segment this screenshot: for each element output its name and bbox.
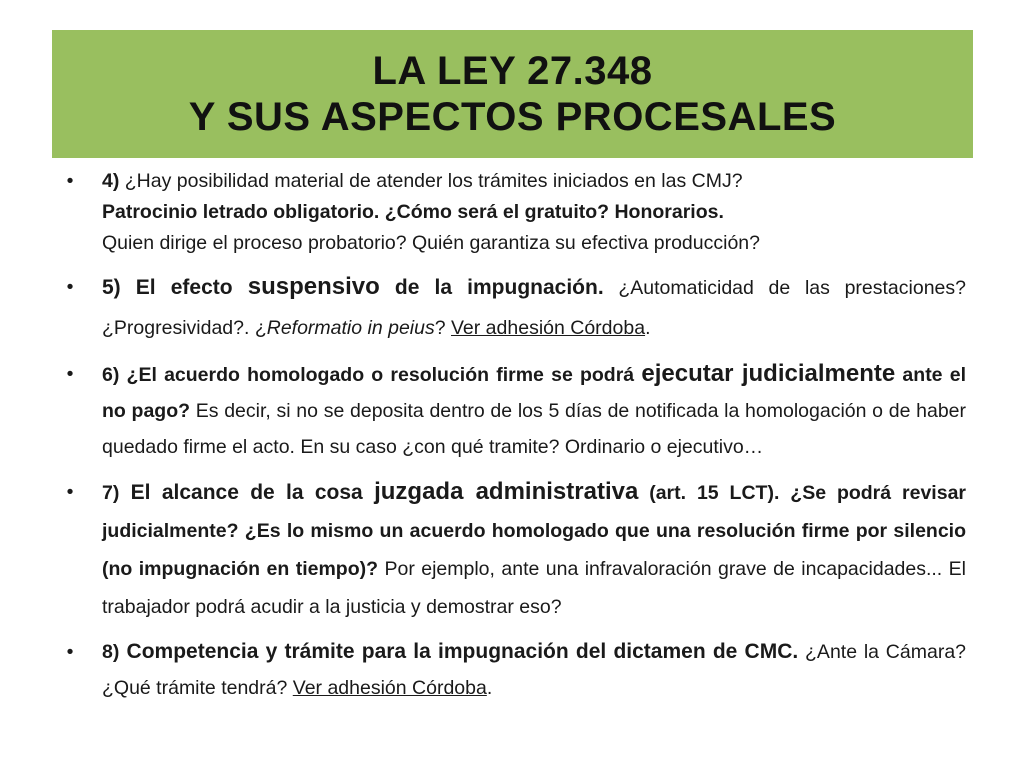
bullet-emphasis: juzgada administrativa	[374, 478, 639, 505]
bullet-dot: •	[66, 641, 74, 663]
bullet-item-5	[60, 267, 966, 348]
ver-adhesion-cordoba-link[interactable]: Ver adhesión Córdoba	[292, 677, 487, 699]
bullet-number: 4)	[102, 170, 120, 192]
bullet-list	[60, 166, 966, 714]
slide-title-line-1: LA LEY 27.348	[372, 49, 653, 93]
bullet-emphasis: suspensivo	[247, 273, 380, 300]
bullet-text: Es decir, si no se deposita dentro de los 5 días de notificada la homologación o de haber quedado firme el acto. En su caso ¿con qué tramite? Ordinario o ejecutivo…	[102, 400, 966, 458]
bullet-text: ¿Automaticidad de las prestaciones? ¿Progresividad?. ¿	[102, 277, 966, 339]
bullet-item-8	[60, 634, 966, 706]
bullet-dot: •	[66, 276, 74, 298]
bullet-text: .	[486, 677, 493, 699]
bullet-dot: •	[66, 170, 74, 192]
slide-title-line-2: Y SUS ASPECTOS PROCESALES	[188, 95, 837, 139]
bullet-text: ¿Hay posibilidad material de atender los trámites iniciados en las CMJ?	[124, 170, 743, 192]
bullet-item-6	[60, 356, 966, 465]
bullet-italic: Reformatio in peius	[266, 317, 435, 339]
bullet-lead-rest: de la impugnación.	[379, 276, 604, 299]
bullet-number: 8)	[102, 641, 120, 663]
bullet-dot: •	[66, 481, 74, 503]
bullet-text: Quien dirige el proceso probatorio? Quién garantiza su efectiva producción?	[102, 232, 760, 254]
bullet-text: ¿Ante la Cámara? ¿Qué trámite tendrá?	[102, 641, 967, 699]
bullet-text: ?	[434, 317, 451, 339]
bullet-item-7	[60, 473, 966, 626]
bullet-text: Por ejemplo, ante una infravaloración grave de incapacidades... El trabajador podrá acudir a la justicia y demostrar eso?	[102, 558, 966, 618]
bullet-lead: Competencia y trámite para la impugnación del dictamen de CMC.	[119, 640, 799, 663]
bullet-item-4	[60, 166, 966, 259]
title-banner	[52, 30, 973, 158]
bullet-dot: •	[66, 363, 74, 385]
ver-adhesion-cordoba-link[interactable]: Ver adhesión Córdoba	[451, 317, 646, 339]
bullet-text-bold: Patrocinio letrado obligatorio. ¿Cómo será el gratuito? Honorarios.	[102, 201, 724, 223]
bullet-emphasis: ejecutar judicialmente	[641, 360, 896, 387]
bullet-lead: El alcance de la cosa	[119, 481, 375, 504]
bullet-lead: 5) El efecto	[102, 276, 248, 299]
bullet-text: .	[645, 317, 651, 339]
bullet-lead-rest: ante el no pago?	[102, 364, 966, 422]
bullet-lead: 6) ¿El acuerdo homologado o resolución firme se podrá	[102, 364, 642, 386]
bullet-number: 7)	[102, 482, 120, 504]
bullet-lead-rest: (art. 15 LCT). ¿Se podrá revisar judicialmente? ¿Es lo mismo un acuerdo homologado que una resolución firme por silencio (no impugnación en tiempo)?	[102, 482, 966, 580]
